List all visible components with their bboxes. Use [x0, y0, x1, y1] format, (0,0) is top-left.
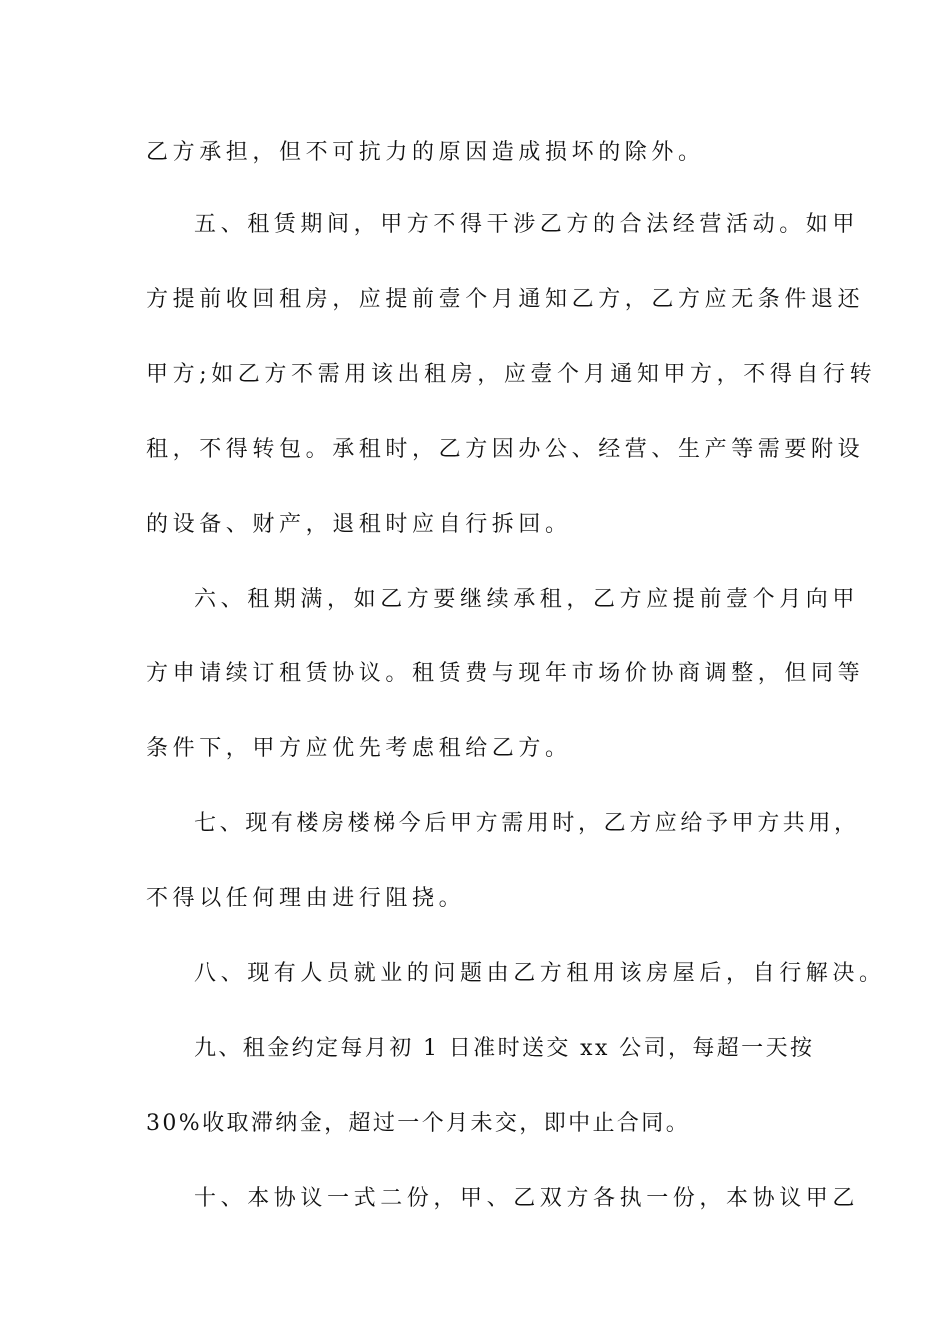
text-line: 不得以任何理由进行阻挠。	[146, 886, 466, 911]
clause-8-line: 八、现有人员就业的问题由乙方租用该房屋后，自行解决。	[194, 961, 886, 986]
text-line: 乙方承担，但不可抗力的原因造成损坏的除外。	[146, 140, 705, 165]
text-line: 方申请续订租赁协议。租赁费与现年市场价协商调整，但同等	[146, 661, 865, 686]
text-line: 甲方;如乙方不需用该出租房，应壹个月通知甲方，不得自行转	[146, 362, 877, 387]
clause-7-line: 七、现有楼房楼梯今后甲方需用时，乙方应给予甲方共用，	[194, 811, 860, 836]
text-line: 租，不得转包。承租时，乙方因办公、经营、生产等需要附设	[146, 437, 865, 462]
text-line: 的设备、财产，退租时应自行拆回。	[146, 512, 572, 537]
text-line: 方提前收回租房，应提前壹个月通知乙方，乙方应无条件退还	[146, 287, 865, 312]
clause-9-line: 九、租金约定每月初 1 日准时送交 xx 公司，每超一天按	[194, 1036, 815, 1061]
text-line: 30%收取滞纳金，超过一个月未交，即中止合同。	[146, 1111, 691, 1136]
clause-6-line: 六、租期满，如乙方要继续承租，乙方应提前壹个月向甲	[194, 587, 860, 612]
clause-5-line: 五、租赁期间，甲方不得干涉乙方的合法经营活动。如甲	[194, 212, 860, 237]
clause-10-line: 十、本协议一式二份，甲、乙双方各执一份，本协议甲乙	[194, 1186, 860, 1211]
text-line: 条件下，甲方应优先考虑租给乙方。	[146, 736, 572, 761]
